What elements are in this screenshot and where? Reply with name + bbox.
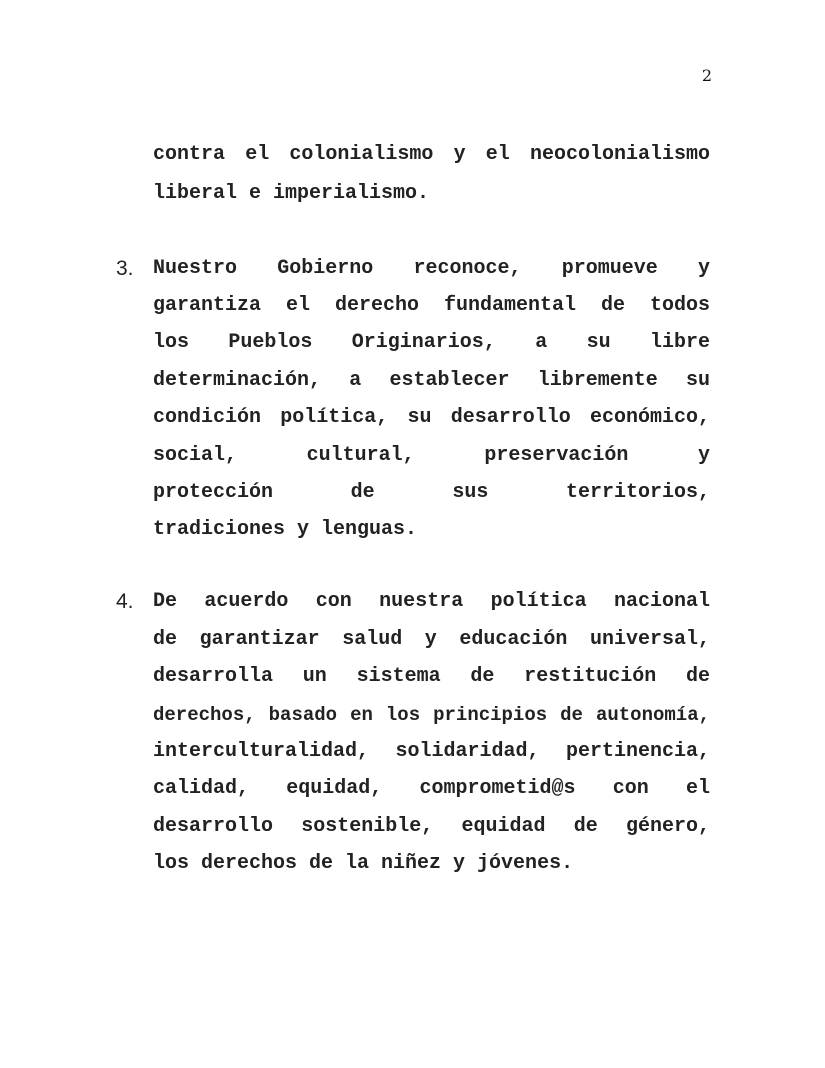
page-number: 2 <box>701 66 712 85</box>
paragraph-line: calidad, equidad, comprometid@s con el <box>153 777 710 800</box>
paragraph-line: condición política, su desarrollo económico, <box>153 406 710 429</box>
paragraph-line: interculturalidad, solidaridad, pertinencia, <box>153 740 710 763</box>
paragraph-line: derechos, basado en los principios de autonomía, <box>153 704 710 726</box>
list-marker: 3. <box>116 257 134 280</box>
paragraph-line: social, cultural, preservación y <box>153 444 710 467</box>
paragraph-line: determinación, a establecer libremente su <box>153 369 710 392</box>
paragraph-line: los Pueblos Originarios, a su libre <box>153 331 710 354</box>
paragraph-line: tradiciones y lenguas. <box>153 518 418 541</box>
list-marker: 4. <box>116 590 134 613</box>
paragraph-line: desarrollo sostenible, equidad de género, <box>153 815 710 838</box>
paragraph-line: Nuestro Gobierno reconoce, promueve y <box>153 257 710 280</box>
paragraph-line: liberal e imperialismo. <box>153 182 430 205</box>
paragraph-line: garantiza el derecho fundamental de todos <box>153 294 710 317</box>
paragraph-line: De acuerdo con nuestra política nacional <box>153 590 710 613</box>
paragraph-line: los derechos de la niñez y jóvenes. <box>153 852 574 875</box>
paragraph-line: desarrolla un sistema de restitución de <box>153 665 710 688</box>
paragraph-line: contra el colonialismo y el neocolonialismo <box>153 143 710 166</box>
paragraph-line: protección de sus territorios, <box>153 481 710 504</box>
paragraph-line: de garantizar salud y educación universal, <box>153 628 710 651</box>
